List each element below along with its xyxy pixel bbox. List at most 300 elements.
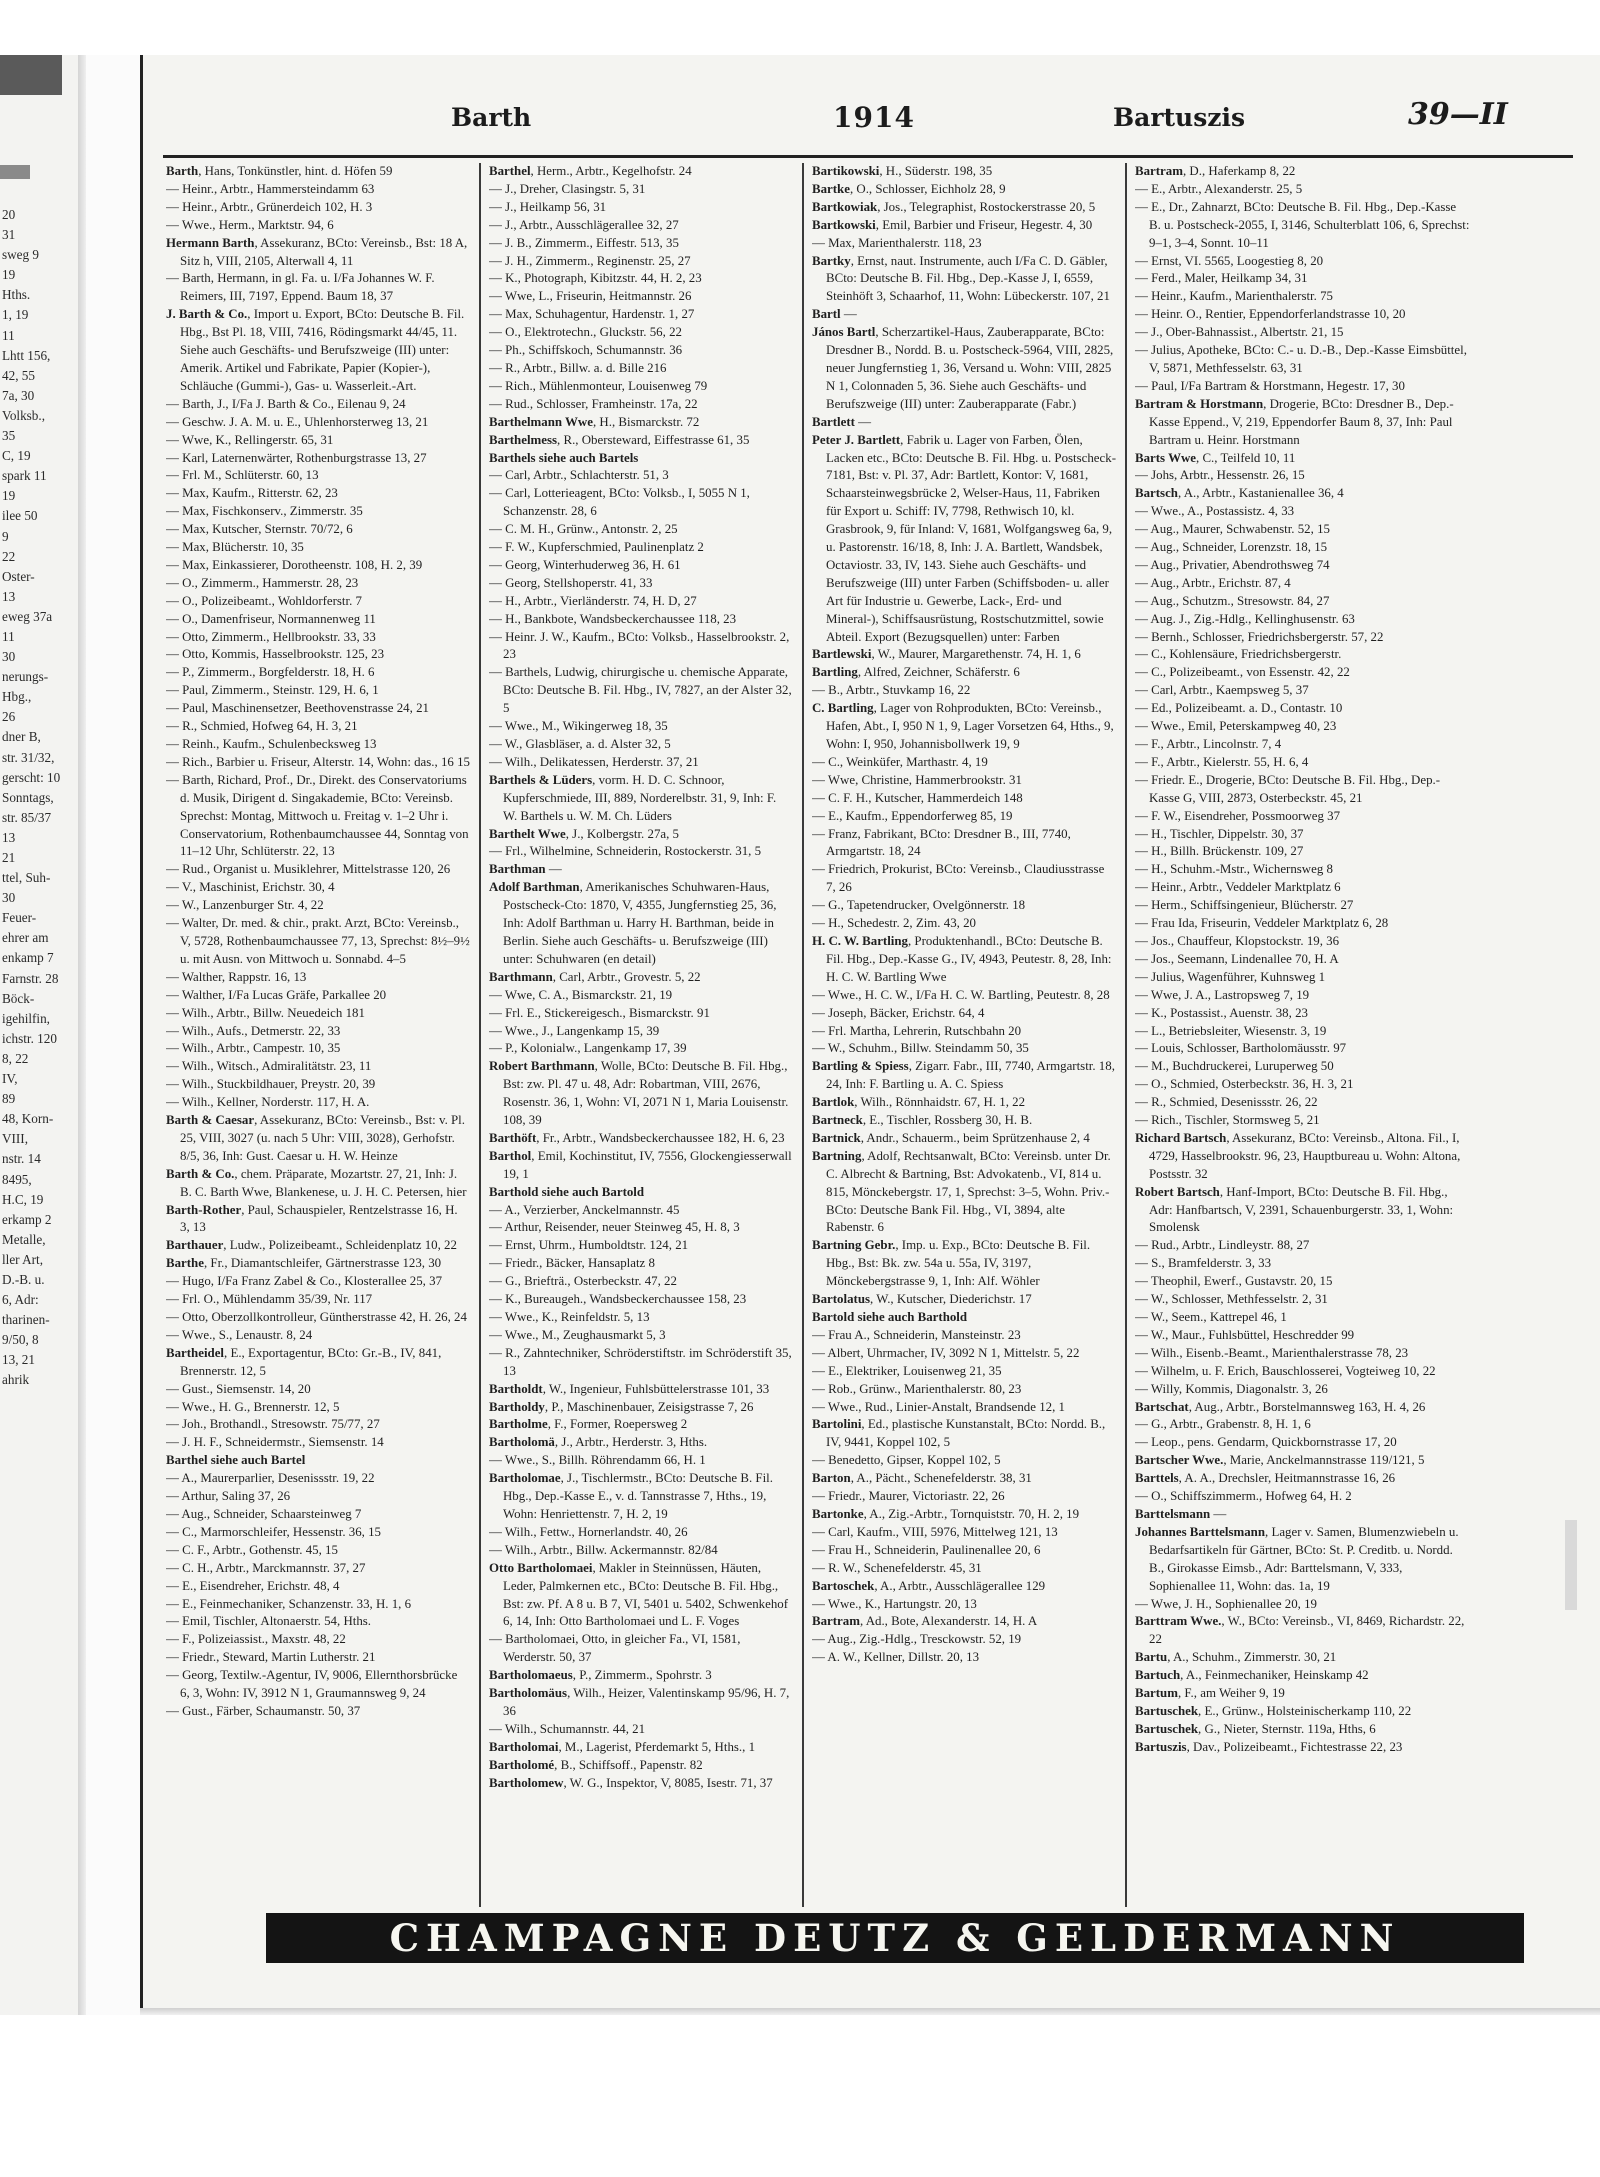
entry-name: Bartling & Spiess [812, 1059, 909, 1074]
directory-entry: — Max, Kutscher, Sternstr. 70/72, 6 [166, 522, 353, 537]
directory-entry: Barthman — [489, 862, 562, 877]
directory-entry: — H., Tischler, Dippelstr. 30, 37 [1135, 826, 1304, 841]
left-page-fragment: 8, 22 [2, 1050, 29, 1066]
directory-entry: — Joh., Brothandl., Stresowstr. 75/77, 27 [166, 1417, 380, 1432]
page-gutter [78, 55, 86, 2015]
left-page-fragment: 30 [2, 649, 16, 665]
directory-entry: Bartning, Adolf, Rechtsanwalt, BCto: Vereinsb. unter Dr. C. Albrecht & Bartning, Bst: Advokatenb., VI, 814 u. 815, Mönckebergstr. 17, 1, Sprechst: 3–5, Wohn. Priv.-BCto: Deutsche Bank Fil. Hbg., VI, 3894, alte Rabenstr. 6 [812, 1148, 1111, 1235]
directory-entry: — Rich., Mühlenmonteur, Louisenweg 79 [489, 378, 708, 393]
entry-name: Bartscher Wwe. [1135, 1453, 1224, 1468]
entry-name: Bartholomäus [489, 1686, 568, 1701]
directory-entry: — A., Verzierber, Anckelmannstr. 45 [489, 1202, 680, 1217]
directory-entry: Barthauer, Ludw., Polizeibeamt., Schleidenplatz 10, 22 [166, 1238, 457, 1253]
directory-entry: — Aug., Maurer, Schwabenstr. 52, 15 [1135, 522, 1330, 537]
directory-entry: — Wilh., Eisenb.-Beamt., Marienthalerstrasse 78, 23 [1135, 1345, 1409, 1360]
directory-entry: H. C. W. Bartling, Produktenhandl., BCto: Deutsche B. Fil. Hbg., Dep.-Kasse G., IV, 4943, Peutestr. 8, 28, Inh: H. C. W. Bartling Wwe [812, 933, 1112, 984]
directory-entry: — C. M. H., Grünw., Antonstr. 2, 25 [489, 522, 678, 537]
entry-name: Bartneck [812, 1113, 863, 1128]
directory-entry: — F., Arbtr., Kielerstr. 55, H. 6, 4 [1135, 754, 1309, 769]
directory-entry: Adolf Barthman, Amerikanisches Schuhwaren-Haus, Postscheck-Cto: 1870, V, 4355, Jungfernstieg 25, 36, Inh: Adolf Barthman u. Harry H. Barthman, beide in Berlin. Siehe auch Geschäfts- u. Berufszweige (III) unter: Schuhwaren (en detail) [489, 880, 777, 966]
entry-name: Richard Bartsch [1135, 1130, 1227, 1145]
scan-top-margin [0, 0, 1600, 55]
directory-entry: Bartnick, Andr., Schauerm., beim Sprützenhause 2, 4 [812, 1130, 1090, 1145]
directory-entry: — Bernh., Schlosser, Friedrichsbergerstr. 57, 22 [1135, 629, 1384, 644]
header-right-word: Bartuszis [1113, 103, 1246, 132]
entry-name: Bartram & Horstmann [1135, 396, 1264, 411]
directory-entry: Bartholomäus, Wilh., Heizer, Valentinskamp 95/96, H. 7, 36 [489, 1686, 790, 1718]
directory-entry: Bartscher Wwe., Marie, Anckelmannstrasse 119/121, 5 [1135, 1453, 1425, 1468]
banner-text: CHAMPAGNE DEUTZ & GELDERMANN [389, 1916, 1401, 1960]
directory-entry: — Friedr. E., Drogerie, BCto: Deutsche B. Fil. Hbg., Dep.-Kasse G, VIII, 2873, Osterbeckstr. 45, 21 [1135, 772, 1441, 805]
directory-entry: — Wwe, K., Rellingerstr. 65, 31 [166, 432, 334, 447]
directory-entry: Bartky, Ernst, naut. Instrumente, auch I/Fa C. D. Gäbler, BCto: Deutsche B. Fil. Hbg., Dep.-Kasse J, I, 6559, Steinhöft 3, Schaarhof, 11, Wohn: Lübeckerstr. 107, 21 [812, 253, 1110, 304]
left-page-fragment: 6, Adr: [2, 1292, 39, 1308]
left-page-fragment: 42, 55 [2, 367, 35, 383]
directory-entry: Bartlok, Wilh., Rönnhaidstr. 67, H. 1, 22 [812, 1095, 1026, 1110]
directory-entry: Barthol, Emil, Kochinstitut, IV, 7556, Glockengiesserwall 19, 1 [489, 1148, 792, 1181]
directory-entry: J. Barth & Co., Import u. Export, BCto: Deutsche B. Fil. Hbg., Bst Pl. 18, VIII, 7416, Rödingsmarkt 44/45, 11. Siehe auch Geschäfts- und Berufszweige (III) unter: Amerik. Artikel und Fabrikate, Papier (Kopier-), Schläuche (Gummi-), Gas- u. Wasserleit.-Art. [166, 307, 465, 393]
directory-entry: — G., Arbtr., Grabenstr. 8, H. 1, 6 [1135, 1417, 1311, 1432]
directory-entry: — F. W., Eisendreher, Possmoorweg 37 [1135, 808, 1341, 823]
directory-entry: — Aug. J., Zig.-Hdlg., Kellinghusenstr. 63 [1135, 611, 1355, 626]
directory-entry: — O., Polizeibeamt., Wohldorferstr. 7 [166, 593, 362, 608]
entry-name: Bartnick [812, 1130, 861, 1145]
left-page-fragment: ehrer am [2, 930, 49, 946]
column-2 [489, 163, 793, 1907]
directory-entry: Bartonke, A., Zig.-Arbtr., Tornquiststr. 70, H. 2, 19 [812, 1506, 1080, 1521]
directory-entry: — Ernst, VI. 5565, Loogestieg 8, 20 [1135, 253, 1324, 268]
directory-entry: — Walther, I/Fa Lucas Gräfe, Parkallee 20 [166, 987, 387, 1002]
entry-name: Bartlett [812, 414, 855, 429]
directory-entry: Barts Wwe, C., Teilfeld 10, 11 [1135, 450, 1296, 465]
directory-entry: — Wwe, C. A., Bismarckstr. 21, 19 [489, 987, 673, 1002]
directory-entry: Barthelmann Wwe, H., Bismarckstr. 72 [489, 414, 700, 429]
directory-entry: — Wwe., A., Postassistz. 4, 33 [1135, 504, 1295, 519]
directory-entry: — R., Arbtr., Billw. a. d. Bille 216 [489, 360, 667, 375]
left-page-fragment: ilee 50 [2, 508, 38, 524]
directory-entry: — Otto, Oberzollkontrolleur, Güntherstrasse 42, H. 26, 24 [166, 1310, 467, 1324]
entry-name: Bartlewski [812, 647, 872, 662]
entry-name: J. Barth & Co. [166, 307, 248, 322]
entry-name: Barthold siehe auch Bartold [489, 1184, 645, 1199]
entry-name: Barth-Rother [166, 1202, 242, 1217]
directory-entry: — Wwe., K., Hartungstr. 20, 13 [812, 1596, 977, 1611]
entry-name: Barthöft [489, 1130, 537, 1145]
directory-entry: Bartl — [812, 307, 857, 322]
entry-name: Bartl [812, 307, 841, 322]
directory-entry: — H., Arbtr., Vierländerstr. 74, H. D, 27 [489, 593, 697, 608]
entry-name: Barth & Co. [166, 1166, 235, 1181]
left-page-fragment: Sonntags, [2, 789, 54, 805]
directory-entry: János Bartl, Scherzartikel-Haus, Zauberapparate, BCto: Dresdner B., Nordd. B. u. Postscheck-5964, VIII, 2825, neuer Jungfernstieg 1, 36, Versand u. Wohn: VIII, 2825 N 1, Colonnaden 5, 36. Siehe auch Geschäfts- und Berufszweige (III) unter: Zauberapparate (Fabr.) [812, 325, 1114, 411]
directory-entry: — Wwe, Christine, Hammerbrookstr. 31 [812, 772, 1022, 787]
directory-entry: — Paul, Zimmerm., Steinstr. 129, H. 6, 1 [166, 683, 379, 698]
entry-name: Hermann Barth [166, 235, 255, 250]
left-page-fragment: erkamp 2 [2, 1211, 52, 1227]
entry-name: Peter J. Bartlett [812, 432, 901, 447]
left-page-fragment: str. 31/32, [2, 749, 55, 765]
directory-entry: — Rich., Tischler, Stormsweg 5, 21 [1135, 1113, 1320, 1128]
directory-entry: Bartholomae, J., Tischlermstr., BCto: Deutsche B. Fil. Hbg., Dep.-Kasse E., v. d. Tannstrasse 7, Hths., 19, Wohn: Henriettenstr. 7, H. 2, 19 [489, 1471, 773, 1521]
directory-entry: — H., Schedestr. 2, Zim. 43, 20 [812, 916, 976, 931]
directory-entry: — Aug., Privatier, Abendrothsweg 74 [1135, 557, 1330, 572]
entry-name: Bartold siehe auch Barthold [812, 1310, 968, 1324]
entry-name: Barthelmess [489, 432, 558, 447]
directory-entry: — F., Polizeiassist., Maxstr. 48, 22 [166, 1632, 346, 1647]
directory-entry: — E., Eisendreher, Erichstr. 48, 4 [166, 1578, 340, 1593]
left-page-fragment: 48, Korn- [2, 1111, 54, 1127]
directory-entry: — Max, Kaufm., Ritterstr. 62, 23 [166, 486, 338, 501]
header-year: 1914 [833, 101, 915, 134]
directory-entry: — V., Maschinist, Erichstr. 30, 4 [166, 880, 335, 895]
entry-name: Bartlok [812, 1095, 855, 1110]
column-4 [1135, 163, 1470, 1907]
directory-entry: — Emil, Tischler, Altonaerstr. 54, Hths. [166, 1614, 372, 1629]
entry-name: Bartling [812, 665, 858, 680]
directory-entry: — J. B., Zimmerm., Eiffestr. 513, 35 [489, 235, 679, 250]
left-page-fragment: tharinen- [2, 1312, 50, 1328]
entry-name: Robert Barthmann [489, 1059, 595, 1074]
directory-entry: — E., Feinmechaniker, Schanzenstr. 33, H. 1, 6 [166, 1596, 412, 1611]
directory-entry: — Friedrich, Prokurist, BCto: Vereinsb., Claudiusstrasse 7, 26 [812, 862, 1105, 895]
directory-entry: — Johs, Arbtr., Hessenstr. 26, 15 [1135, 468, 1305, 483]
entry-name: Bartning [812, 1148, 862, 1163]
directory-entry: — A., Maurerparlier, Desenissstr. 19, 22 [166, 1471, 375, 1486]
directory-entry: — G., Briefträ., Osterbeckstr. 47, 22 [489, 1274, 677, 1289]
directory-entry: Barton, A., Pächt., Schenefelderstr. 38, 31 [812, 1471, 1032, 1486]
entry-name: Bartoschek [812, 1578, 875, 1593]
directory-entry: — O., Schmied, Osterbeckstr. 36, H. 3, 21 [1135, 1077, 1354, 1092]
directory-entry [489, 450, 793, 468]
directory-entry: — Georg, Winterhuderweg 36, H. 61 [489, 557, 681, 572]
entry-name: Barthe [166, 1256, 204, 1271]
directory-entry: — Max, Fischkonserv., Zimmerstr. 35 [166, 504, 363, 519]
directory-entry: — Frl. Martha, Lehrerin, Rutschbahn 20 [812, 1023, 1022, 1038]
directory-entry: Bartuschek, E., Grünw., Holsteinischerkamp 110, 22 [1135, 1703, 1412, 1718]
left-page-fragment: C, 19 [2, 448, 31, 464]
directory-entry: Bartke, O., Schlosser, Eichholz 28, 9 [812, 181, 1006, 196]
directory-entry: — J., Dreher, Clasingstr. 5, 31 [489, 181, 646, 196]
directory-entry: Bartneck, E., Tischler, Rossberg 30, H. B. [812, 1113, 1033, 1128]
entry-name: Bartuszis [1135, 1739, 1187, 1754]
directory-entry: — Frau H., Schneiderin, Paulinenallee 20, 6 [812, 1542, 1041, 1557]
directory-entry: — Heinr., Arbtr., Hammersteindamm 63 [166, 181, 375, 196]
left-page-fragment: spark 11 [2, 468, 47, 484]
directory-entry: Bartling & Spiess, Zigarr. Fabr., III, 7740, Armgartstr. 18, 24, Inh: F. Bartling u. A. C. Spiess [812, 1059, 1115, 1092]
directory-entry: Barth, Hans, Tonkünstler, hint. d. Höfen 59 [166, 164, 393, 178]
entry-name: Bartolatus [812, 1292, 871, 1307]
directory-entry: — Franz, Fabrikant, BCto: Dresdner B., III, 7740, Armgartstr. 18, 24 [812, 826, 1071, 859]
directory-entry: Bartschat, Aug., Arbtr., Borstelmannsweg 163, H. 4, 26 [1135, 1399, 1426, 1414]
directory-entry: — Heinr. O., Rentier, Eppendorferlandstrasse 10, 20 [1135, 307, 1406, 322]
directory-entry: Robert Bartsch, Hanf-Import, BCto: Deutsche B. Fil. Hbg., Adr: Hanfbartsch, V, 2391, Schauenburgerstr. 33, 1, Wohn: Smolensk [1135, 1184, 1454, 1235]
entry-name: Bartholomai [489, 1739, 559, 1754]
directory-entry: — Arthur, Reisender, neuer Steinweg 45, H. 8, 3 [489, 1220, 740, 1235]
left-page-fragment: Farnstr. 28 [2, 970, 59, 986]
entry-name: Bartum [1135, 1686, 1178, 1701]
entry-name: János Bartl [812, 325, 876, 340]
left-page-fragment: Feuer- [2, 910, 37, 926]
directory-entry: — Friedr., Steward, Martin Lutherstr. 21 [166, 1650, 376, 1665]
directory-entry: Bartu, A., Schuhm., Zimmerstr. 30, 21 [1135, 1650, 1337, 1665]
entry-name: Bartuschek [1135, 1721, 1199, 1736]
left-page-fragment: eweg 37a [2, 608, 53, 624]
entry-name: Barttelsmann [1135, 1506, 1211, 1521]
directory-entry: — Wwe, J. A., Lastropsweg 7, 19 [1135, 987, 1310, 1002]
entry-name: Barthman [489, 862, 546, 877]
left-page-fragment: str. 85/37 [2, 809, 52, 825]
directory-entry: — E., Kaufm., Eppendorferweg 85, 19 [812, 808, 1013, 823]
directory-entry: — F. W., Kupferschmied, Paulinenplatz 2 [489, 540, 704, 555]
directory-entry: — Frau A., Schneiderin, Mansteinstr. 23 [812, 1327, 1021, 1342]
directory-entry: — Wilhelm, u. F. Erich, Bauschlosserei, Vogteiweg 10, 22 [1135, 1363, 1436, 1378]
left-page-fragment: 31 [2, 227, 16, 243]
directory-entry: Barttram Wwe., W., BCto: Vereinsb., VI, 8469, Richardstr. 22, 22 [1135, 1614, 1465, 1647]
entry-name: Barton [812, 1471, 851, 1486]
left-page-fragment: 11 [2, 327, 15, 343]
entry-name: H. C. W. Bartling [812, 933, 908, 948]
left-page-fragment: Volksb., [2, 407, 45, 423]
directory-entry: — R., Schmied, Desenissstr. 26, 22 [1135, 1095, 1318, 1110]
entry-name: Bartholdy [489, 1399, 545, 1414]
directory-entry: — Wwe., J., Langenkamp 15, 39 [489, 1023, 660, 1038]
directory-entry: Bartholomai, M., Lagerist, Pferdemarkt 5, Hths., 1 [489, 1739, 756, 1754]
directory-entry: — Wwe., S., Billh. Röhrendamm 66, H. 1 [489, 1453, 706, 1468]
directory-entry: — H., Schuhm.-Mstr., Wichernsweg 8 [1135, 862, 1333, 877]
entry-name: Bartschat [1135, 1399, 1189, 1414]
directory-entry: Barthmann, Carl, Arbtr., Grovestr. 5, 22 [489, 969, 701, 984]
left-page-fragment: H.C, 19 [2, 1191, 44, 1207]
entry-name: Bartram [1135, 164, 1183, 178]
directory-entry: — Hugo, I/Fa Franz Zabel & Co., Klosterallee 25, 37 [166, 1274, 443, 1289]
entry-name: Robert Bartsch [1135, 1184, 1220, 1199]
directory-entry: — Wwe., Herm., Marktstr. 94, 6 [166, 217, 334, 232]
directory-entry: — Reinh., Kaufm., Schulenbecksweg 13 [166, 737, 377, 751]
directory-entry: — Barthels, Ludwig, chirurgische u. chemische Apparate, BCto: Deutsche B. Fil. Hbg., IV, 7827, an der Alster 32, 5 [489, 665, 792, 716]
entry-name: Bartonke [812, 1506, 864, 1521]
directory-entry: — Barth, J., I/Fa J. Barth & Co., Eilenau 9, 24 [166, 396, 406, 411]
directory-entry: — R., Schmied, Hofweg 64, H. 3, 21 [166, 719, 358, 734]
directory-entry: Bartkowiak, Jos., Telegraphist, Rostockerstrasse 20, 5 [812, 199, 1096, 214]
directory-entry: — E., Elektriker, Louisenweg 21, 35 [812, 1363, 1002, 1378]
directory-entry: — C. F. H., Kutscher, Hammerdeich 148 [812, 790, 1023, 805]
left-page-fragment: VIII, [2, 1131, 28, 1147]
column-divider [1125, 163, 1127, 1907]
directory-entry: Hermann Barth, Assekuranz, BCto: Vereinsb., Bst: 18 A, Sitz h, VIII, 2105, Alterwall 4, 11 [166, 235, 468, 268]
directory-entry: Barthelt Wwe, J., Kolbergstr. 27a, 5 [489, 826, 679, 841]
directory-entry: — Carl, Lotterieagent, BCto: Volksb., I, 5055 N 1, Schanzenstr. 28, 6 [489, 486, 750, 519]
directory-entry: Bartholomaeus, P., Zimmerm., Spohrstr. 3 [489, 1668, 712, 1683]
directory-entry: C. Bartling, Lager von Rohprodukten, BCto: Vereinsb., Hafen, Abt., I, 950 N 1, 9, Lager Vorsetzen 64, Hths., 9, Wohn: I, 950, Johannisbollwerk 19, 9 [812, 701, 1114, 751]
entry-name: Barthelmann Wwe [489, 414, 593, 429]
directory-entry: — Frl. E., Stickereigesch., Bismarckstr. 91 [489, 1005, 710, 1020]
left-page-text-fragments [2, 205, 76, 1391]
entry-name: Barthel [489, 164, 531, 178]
directory-entry: — Julius, Wagenführer, Kuhnsweg 1 [1135, 969, 1326, 984]
scan-bottom-margin [0, 2015, 1600, 2177]
directory-entry: — Rich., Barbier u. Friseur, Alterstr. 14, Wohn: das., 16 15 [166, 754, 470, 769]
directory-entry: — J. H. F., Schneidermstr., Siemsenstr. 14 [166, 1435, 384, 1450]
directory-entry: Bartkowski, Emil, Barbier und Friseur, Hegestr. 4, 30 [812, 217, 1093, 232]
directory-entry: — Albert, Uhrmacher, IV, 3092 N 1, Mittelstr. 5, 22 [812, 1345, 1080, 1360]
directory-entry: Bartram, D., Haferkamp 8, 22 [1135, 164, 1296, 178]
directory-entry: — H., Billh. Brückenstr. 109, 27 [1135, 844, 1304, 859]
entry-name: Barthmann [489, 969, 553, 984]
left-page-fragment: ichstr. 120 [2, 1030, 57, 1046]
column-3 [812, 163, 1116, 1907]
entry-name: C. Bartling [812, 701, 874, 716]
left-page-fragment: Oster- [2, 568, 35, 584]
left-page-fragment: igehilfin, [2, 1010, 50, 1026]
directory-entry: Bartikowski, H., Süderstr. 198, 35 [812, 164, 993, 178]
directory-entry: — O., Damenfriseur, Normannenweg 11 [166, 611, 376, 626]
scan-dark-edge [0, 55, 62, 95]
directory-entry: — Aug., Schneider, Lorenzstr. 18, 15 [1135, 540, 1328, 555]
directory-entry: — O., Zimmerm., Hammerstr. 28, 23 [166, 575, 359, 590]
directory-entry: Bartlewski, W., Maurer, Margarethenstr. 74, H. 1, 6 [812, 647, 1081, 662]
directory-entry: — Wilh., Kellner, Norderstr. 117, H. A. [166, 1095, 370, 1110]
directory-entry: Barttels, A. A., Drechsler, Heitmannstrasse 16, 26 [1135, 1471, 1396, 1486]
directory-entry: Bartram, Ad., Bote, Alexanderstr. 14, H. A [812, 1614, 1038, 1629]
entry-name: Barttram Wwe. [1135, 1614, 1222, 1629]
directory-entry: Bartholdt, W., Ingenieur, Fuhlsbüttelerstrasse 101, 33 [489, 1381, 770, 1396]
directory-entry: Bartholomä, J., Arbtr., Herderstr. 3, Hths. [489, 1435, 708, 1450]
directory-entry: — Wwe., Rud., Linier-Anstalt, Brandsende 12, 1 [812, 1399, 1065, 1414]
directory-entry [166, 1452, 470, 1470]
directory-entry: — F., Arbtr., Lincolnstr. 7, 4 [1135, 737, 1282, 751]
directory-entry: — Barth, Richard, Prof., Dr., Direkt. des Conservatoriums d. Musik, Dirigent d. Singakademie, BCto: Vereinsb. Sprechst: Montag, Mittwoch u. Freitag v. 1–2 Uhr i. Conservatorium, Rothenbaumchaussee 44, Sonntag von 11–12 Uhr, Schlüterstr. 22, 13 [166, 772, 469, 859]
directory-entry: — Ph., Schiffskoch, Schumannstr. 36 [489, 343, 683, 358]
directory-entry: — Paul, I/Fa Bartram & Horstmann, Hegestr. 17, 30 [1135, 378, 1405, 393]
header-rule [163, 155, 1573, 158]
directory-entry: — Frau Ida, Friseurin, Veddeler Marktplatz 6, 28 [1135, 916, 1389, 931]
directory-entry: — Georg, Stellshoperstr. 41, 33 [489, 575, 653, 590]
directory-entry: — Heinr. J. W., Kaufm., BCto: Volksb., Hasselbrookstr. 2, 23 [489, 629, 790, 662]
directory-entry: Bartholdy, P., Maschinenbauer, Zeisigstrasse 7, 26 [489, 1399, 754, 1414]
directory-entry: Barth & Caesar, Assekuranz, BCto: Vereinsb., Bst: v. Pl. 25, VIII, 3027 (u. nach 5 Uhr: VIII, 3028), Gerhofstr. 8/5, 36, Inh: Gust. Caesar u. H. W. Heinze [166, 1113, 465, 1163]
left-page-fragment: ahrik [2, 1372, 30, 1388]
entry-name: Bartsch [1135, 486, 1178, 501]
directory-entry: Bartuszis, Dav., Polizeibeamt., Fichtestrasse 22, 23 [1135, 1739, 1403, 1754]
directory-entry: — Wwe., M., Wikingerweg 18, 35 [489, 719, 668, 734]
directory-entry: — Rob., Grünw., Marienthalerstr. 80, 23 [812, 1381, 1022, 1396]
left-page-fragment: Böck- [2, 990, 35, 1006]
directory-entry: — C., Kohlensäure, Friedrichsbergerstr. [1135, 647, 1342, 662]
directory-entry: — Ed., Polizeibeamt. a. D., Contastr. 10 [1135, 701, 1343, 716]
directory-entry: — Leop., pens. Gendarm, Quickbornstrasse 17, 20 [1135, 1435, 1397, 1450]
entry-name: Bartu [1135, 1650, 1168, 1665]
left-page-fragment: 9 [2, 528, 9, 544]
entry-name: Barthels siehe auch Bartels [489, 450, 639, 465]
column-divider [479, 163, 481, 1907]
directory-entry: — Geschw. J. A. M. u. E., Uhlenhorsterweg 13, 21 [166, 414, 429, 429]
left-page-fragment: dner B, [2, 729, 41, 745]
left-page-fragment: 30 [2, 890, 16, 906]
directory-entry: — Otto, Zimmerm., Hellbrookstr. 33, 33 [166, 629, 376, 644]
directory-entry: — Frl., Wilhelmine, Schneiderin, Rostockerstr. 31, 5 [489, 844, 762, 859]
page-number: 39—II [1408, 97, 1508, 132]
left-page-fragment: 22 [2, 548, 16, 564]
directory-entry: — Arthur, Saling 37, 26 [166, 1489, 291, 1504]
directory-entry: — Frl. O., Mühlendamm 35/39, Nr. 117 [166, 1292, 373, 1307]
directory-entry: — Wilh., Arbtr., Billw. Neuedeich 181 [166, 1005, 365, 1020]
left-page-fragment: 21 [2, 850, 16, 865]
directory-entry: — Aug., Schneider, Schaarsteinweg 7 [166, 1506, 362, 1521]
directory-entry: Bartsch, A., Arbtr., Kastanienallee 36, 4 [1135, 486, 1344, 501]
entry-name: Bartholomä [489, 1435, 555, 1450]
advertisement-banner [266, 1913, 1524, 1963]
directory-entry: Barthel, Herm., Arbtr., Kegelhofstr. 24 [489, 164, 692, 178]
directory-entry: Bartning Gebr., Imp. u. Exp., BCto: Deutsche B. Fil. Hbg., Bst: Bk. zw. 54a u. 55a, IV, 3197, Mönckebergstrasse 9, 1, Inh: Alf. Wöhler [812, 1238, 1091, 1289]
directory-entry: Bartolatus, W., Kutscher, Diederichstr. 17 [812, 1292, 1032, 1307]
directory-entry: Bartholomew, W. G., Inspektor, V, 8085, Isestr. 71, 37 [489, 1775, 773, 1790]
directory-entry: Bartheidel, E., Exportagentur, BCto: Gr.-B., IV, 841, Brennerstr. 12, 5 [166, 1345, 442, 1378]
entry-name: Barttels [1135, 1471, 1179, 1486]
left-page-fragment: 26 [2, 709, 16, 725]
entry-name: Barth [166, 164, 199, 178]
entry-name: Bartholomaeus [489, 1668, 573, 1683]
directory-entry: Bartolini, Ed., plastische Kunstanstalt, BCto: Nordd. B., IV, 9441, Koppel 102, 5 [812, 1417, 1106, 1450]
left-page-fragment: ttel, Suh- [2, 870, 51, 886]
entry-name: Bartheidel [166, 1345, 225, 1360]
directory-entry: — Benedetto, Gipser, Koppel 102, 5 [812, 1453, 1001, 1468]
entry-name: Bartolini [812, 1417, 862, 1432]
directory-entry: — Otto, Kommis, Hasselbrookstr. 125, 23 [166, 647, 385, 662]
directory-entry: — Ferd., Maler, Heilkamp 34, 31 [1135, 271, 1308, 286]
directory-entry: — Heinr., Arbtr., Grünerdeich 102, H. 3 [166, 199, 373, 214]
directory-entry: — Paul, Maschinensetzer, Beethovenstrasse 24, 21 [166, 701, 429, 716]
directory-entry: Barthelmess, R., Obersteward, Eiffestrasse 61, 35 [489, 432, 750, 447]
directory-entry: — Joseph, Bäcker, Erichstr. 64, 4 [812, 1005, 985, 1020]
directory-entry: — Louis, Schlosser, Bartholomäusstr. 97 [1135, 1041, 1347, 1056]
entry-name: Barthelt Wwe [489, 826, 566, 841]
directory-entry: — J. H., Zimmerm., Reginenstr. 25, 27 [489, 253, 691, 268]
column-divider [802, 163, 804, 1907]
directory-entry: — Max, Schuhagentur, Hardenstr. 1, 27 [489, 307, 695, 322]
directory-entry: — R. W., Schenefelderstr. 45, 31 [812, 1560, 982, 1575]
directory-entry: Richard Bartsch, Assekuranz, BCto: Vereinsb., Altona. Fil., I, 4729, Hasselbrookstr. 96, 23, Hauptbureau u. Wohn: Altona, Postsstr. 32 [1135, 1130, 1461, 1181]
left-page-fragment: 13, 21 [2, 1352, 35, 1368]
scan-dark-edge-small [0, 165, 30, 179]
directory-entry [489, 1184, 793, 1202]
directory-entry: — Herm., Schiffsingenieur, Blücherstr. 27 [1135, 898, 1354, 913]
directory-entry: Bartholme, F., Former, Roepersweg 2 [489, 1417, 688, 1432]
directory-entry: — Wwe, J. H., Sophienallee 20, 19 [1135, 1596, 1317, 1611]
left-page-fragment: 19 [2, 267, 16, 283]
left-page-fragment: 13 [2, 829, 16, 845]
left-page-fragment: 89 [2, 1091, 16, 1107]
directory-entry: — S., Bramfelderstr. 3, 33 [1135, 1256, 1272, 1271]
left-page-fragment: 13 [2, 588, 16, 604]
directory-entry: — Rud., Organist u. Musiklehrer, Mittelstrasse 120, 26 [166, 862, 451, 877]
left-page-fragment: enkamp 7 [2, 950, 54, 966]
directory-entry: — Wilh., Aufs., Detmerstr. 22, 33 [166, 1023, 341, 1038]
entry-name: Bartkowski [812, 217, 876, 232]
directory-entry: — E., Arbtr., Alexanderstr. 25, 5 [1135, 181, 1303, 196]
directory-entry: Barthe, Fr., Diamantschleifer, Gärtnerstrasse 123, 30 [166, 1256, 442, 1271]
directory-entry: Bartlett — [812, 414, 872, 429]
directory-entry: Bartum, F., am Weiher 9, 19 [1135, 1686, 1285, 1701]
directory-entry: — K., Bureaugeh., Wandsbeckerchaussee 158, 23 [489, 1292, 747, 1307]
directory-entry: Bartling, Alfred, Zeichner, Schäferstr. 6 [812, 665, 1020, 680]
directory-entry: — W., Schlosser, Methfesselstr. 2, 31 [1135, 1292, 1328, 1307]
directory-entry: — Wwe., H. G., Brennerstr. 12, 5 [166, 1399, 340, 1414]
directory-entry: — Rud., Schlosser, Framheinstr. 17a, 22 [489, 396, 698, 411]
directory-entry: — Walther, Rappstr. 16, 13 [166, 969, 307, 984]
entry-name: Bartikowski [812, 164, 880, 178]
entry-name: Bartuch [1135, 1668, 1181, 1683]
scan-edge-mark [1565, 1520, 1577, 1610]
